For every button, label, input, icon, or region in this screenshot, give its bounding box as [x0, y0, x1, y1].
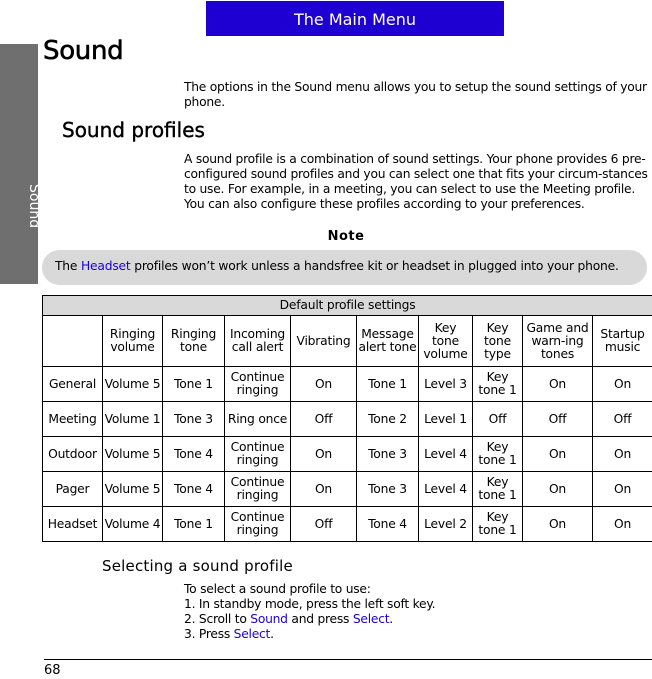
table-cell: On [593, 367, 652, 402]
step-2-suffix: . [389, 612, 393, 626]
step-3 [184, 627, 644, 642]
table-cell: Key tone 1 [473, 507, 523, 542]
table-header-cell: Game and warn-ing tones [523, 316, 593, 367]
profile-settings-table [42, 295, 652, 542]
select-key-link: Select [352, 612, 390, 626]
table-cell: Tone 1 [163, 367, 225, 402]
note-box [42, 250, 647, 285]
table-header-cell: Message alert tone [357, 316, 419, 367]
table-cell: Tone 4 [163, 472, 225, 507]
table-cell: Continue ringing [225, 507, 291, 542]
table-cell: Meeting [43, 402, 103, 437]
selecting-title: Selecting a sound profile [102, 557, 293, 575]
table-cell: Off [291, 402, 357, 437]
note-highlight: Headset [80, 259, 131, 273]
table-row [43, 472, 652, 507]
table-cell: On [593, 507, 652, 542]
side-tab [0, 44, 42, 284]
table-cell: General [43, 367, 103, 402]
subsection-body: A sound profile is a combination of sound settings. Your phone provides 6 pre-configured sound profiles and you can select one that fits your circum-stances to use. For example, in a meeting, you can select to use the Meeting profile. You can also configure these profiles according to your preferences. [184, 152, 648, 211]
table-cell: On [593, 437, 652, 472]
step-2-mid: and press [287, 612, 353, 626]
table-cell: Tone 4 [357, 507, 419, 542]
section-intro: The options in the Sound menu allows you to setup the sound settings of your phone. [184, 80, 647, 109]
table-cell: Level 1 [419, 402, 473, 437]
table-cell: On [523, 437, 593, 472]
step-2-prefix: 2. Scroll to [184, 612, 251, 626]
select-key-link-2: Select [233, 627, 271, 641]
section-title: Sound [43, 36, 124, 66]
selecting-intro: To select a sound profile to use: [184, 582, 371, 596]
note-label: Note [327, 229, 365, 244]
table-cell: Key tone 1 [473, 437, 523, 472]
table-cell: On [593, 472, 652, 507]
header-title: The Main Menu [293, 10, 417, 29]
table-header-cell: Key tone type [473, 316, 523, 367]
step-3-suffix: . [270, 627, 274, 641]
step-1: 1. In standby mode, press the left soft key. [184, 597, 436, 611]
table-row [43, 507, 652, 542]
table-header-cell: Vibrating [291, 316, 357, 367]
table-row [43, 402, 652, 437]
table-cell: On [523, 367, 593, 402]
table-cell: Level 4 [419, 472, 473, 507]
table-header-cell: Key tone volume [419, 316, 473, 367]
table-cell: Key tone 1 [473, 367, 523, 402]
table-cell: Level 3 [419, 367, 473, 402]
header-banner [206, 1, 504, 36]
table-header-cell [43, 316, 103, 367]
table-cell: Volume 1 [103, 402, 163, 437]
table-cell: On [523, 507, 593, 542]
table-header-cell: Startup music [593, 316, 652, 367]
table-cell: On [291, 472, 357, 507]
table-cell: Volume 5 [103, 437, 163, 472]
table-cell: Tone 1 [163, 507, 225, 542]
table-cell: Tone 3 [357, 437, 419, 472]
step-3-prefix: 3. Press [184, 627, 234, 641]
table-row [43, 437, 652, 472]
table-cell: Tone 1 [357, 367, 419, 402]
table-cell: Off [523, 402, 593, 437]
table-cell: Ring once [225, 402, 291, 437]
table-cell: Pager [43, 472, 103, 507]
table-cell: Level 4 [419, 437, 473, 472]
table-cell: Continue ringing [225, 367, 291, 402]
table-cell: Tone 3 [357, 472, 419, 507]
table-caption: Default profile settings [43, 296, 652, 316]
table-cell: Continue ringing [225, 437, 291, 472]
note-prefix: The [55, 259, 81, 273]
table-header-cell: Ringing tone [163, 316, 225, 367]
table-cell: Continue ringing [225, 472, 291, 507]
table-header-cell: Incoming call alert [225, 316, 291, 367]
footer-divider [44, 659, 652, 660]
table-header-cell: Ringing volume [103, 316, 163, 367]
table-cell: Outdoor [43, 437, 103, 472]
table-cell: Volume 5 [103, 367, 163, 402]
table-cell: Headset [43, 507, 103, 542]
table-cell: Off [291, 507, 357, 542]
table-cell: On [291, 437, 357, 472]
note-suffix: profiles won’t work unless a handsfree kit or headset in plugged into your phone. [130, 259, 619, 273]
table-cell: Key tone 1 [473, 472, 523, 507]
table-row [43, 367, 652, 402]
subsection-title: Sound profiles [62, 118, 205, 142]
table-cell: Volume 5 [103, 472, 163, 507]
table-cell: Volume 4 [103, 507, 163, 542]
table-cell: On [291, 367, 357, 402]
table-cell: Off [473, 402, 523, 437]
table-cell: On [523, 472, 593, 507]
page-number: 68 [44, 663, 61, 678]
side-tab-label: Sound [26, 184, 42, 229]
sound-menu-link: Sound [250, 612, 288, 626]
table-cell: Level 2 [419, 507, 473, 542]
table-cell: Tone 4 [163, 437, 225, 472]
selecting-instructions [184, 582, 644, 642]
table-cell: Tone 2 [357, 402, 419, 437]
step-2 [184, 612, 644, 627]
table-cell: Tone 3 [163, 402, 225, 437]
table-header-row [43, 316, 652, 367]
table-cell: Off [593, 402, 652, 437]
